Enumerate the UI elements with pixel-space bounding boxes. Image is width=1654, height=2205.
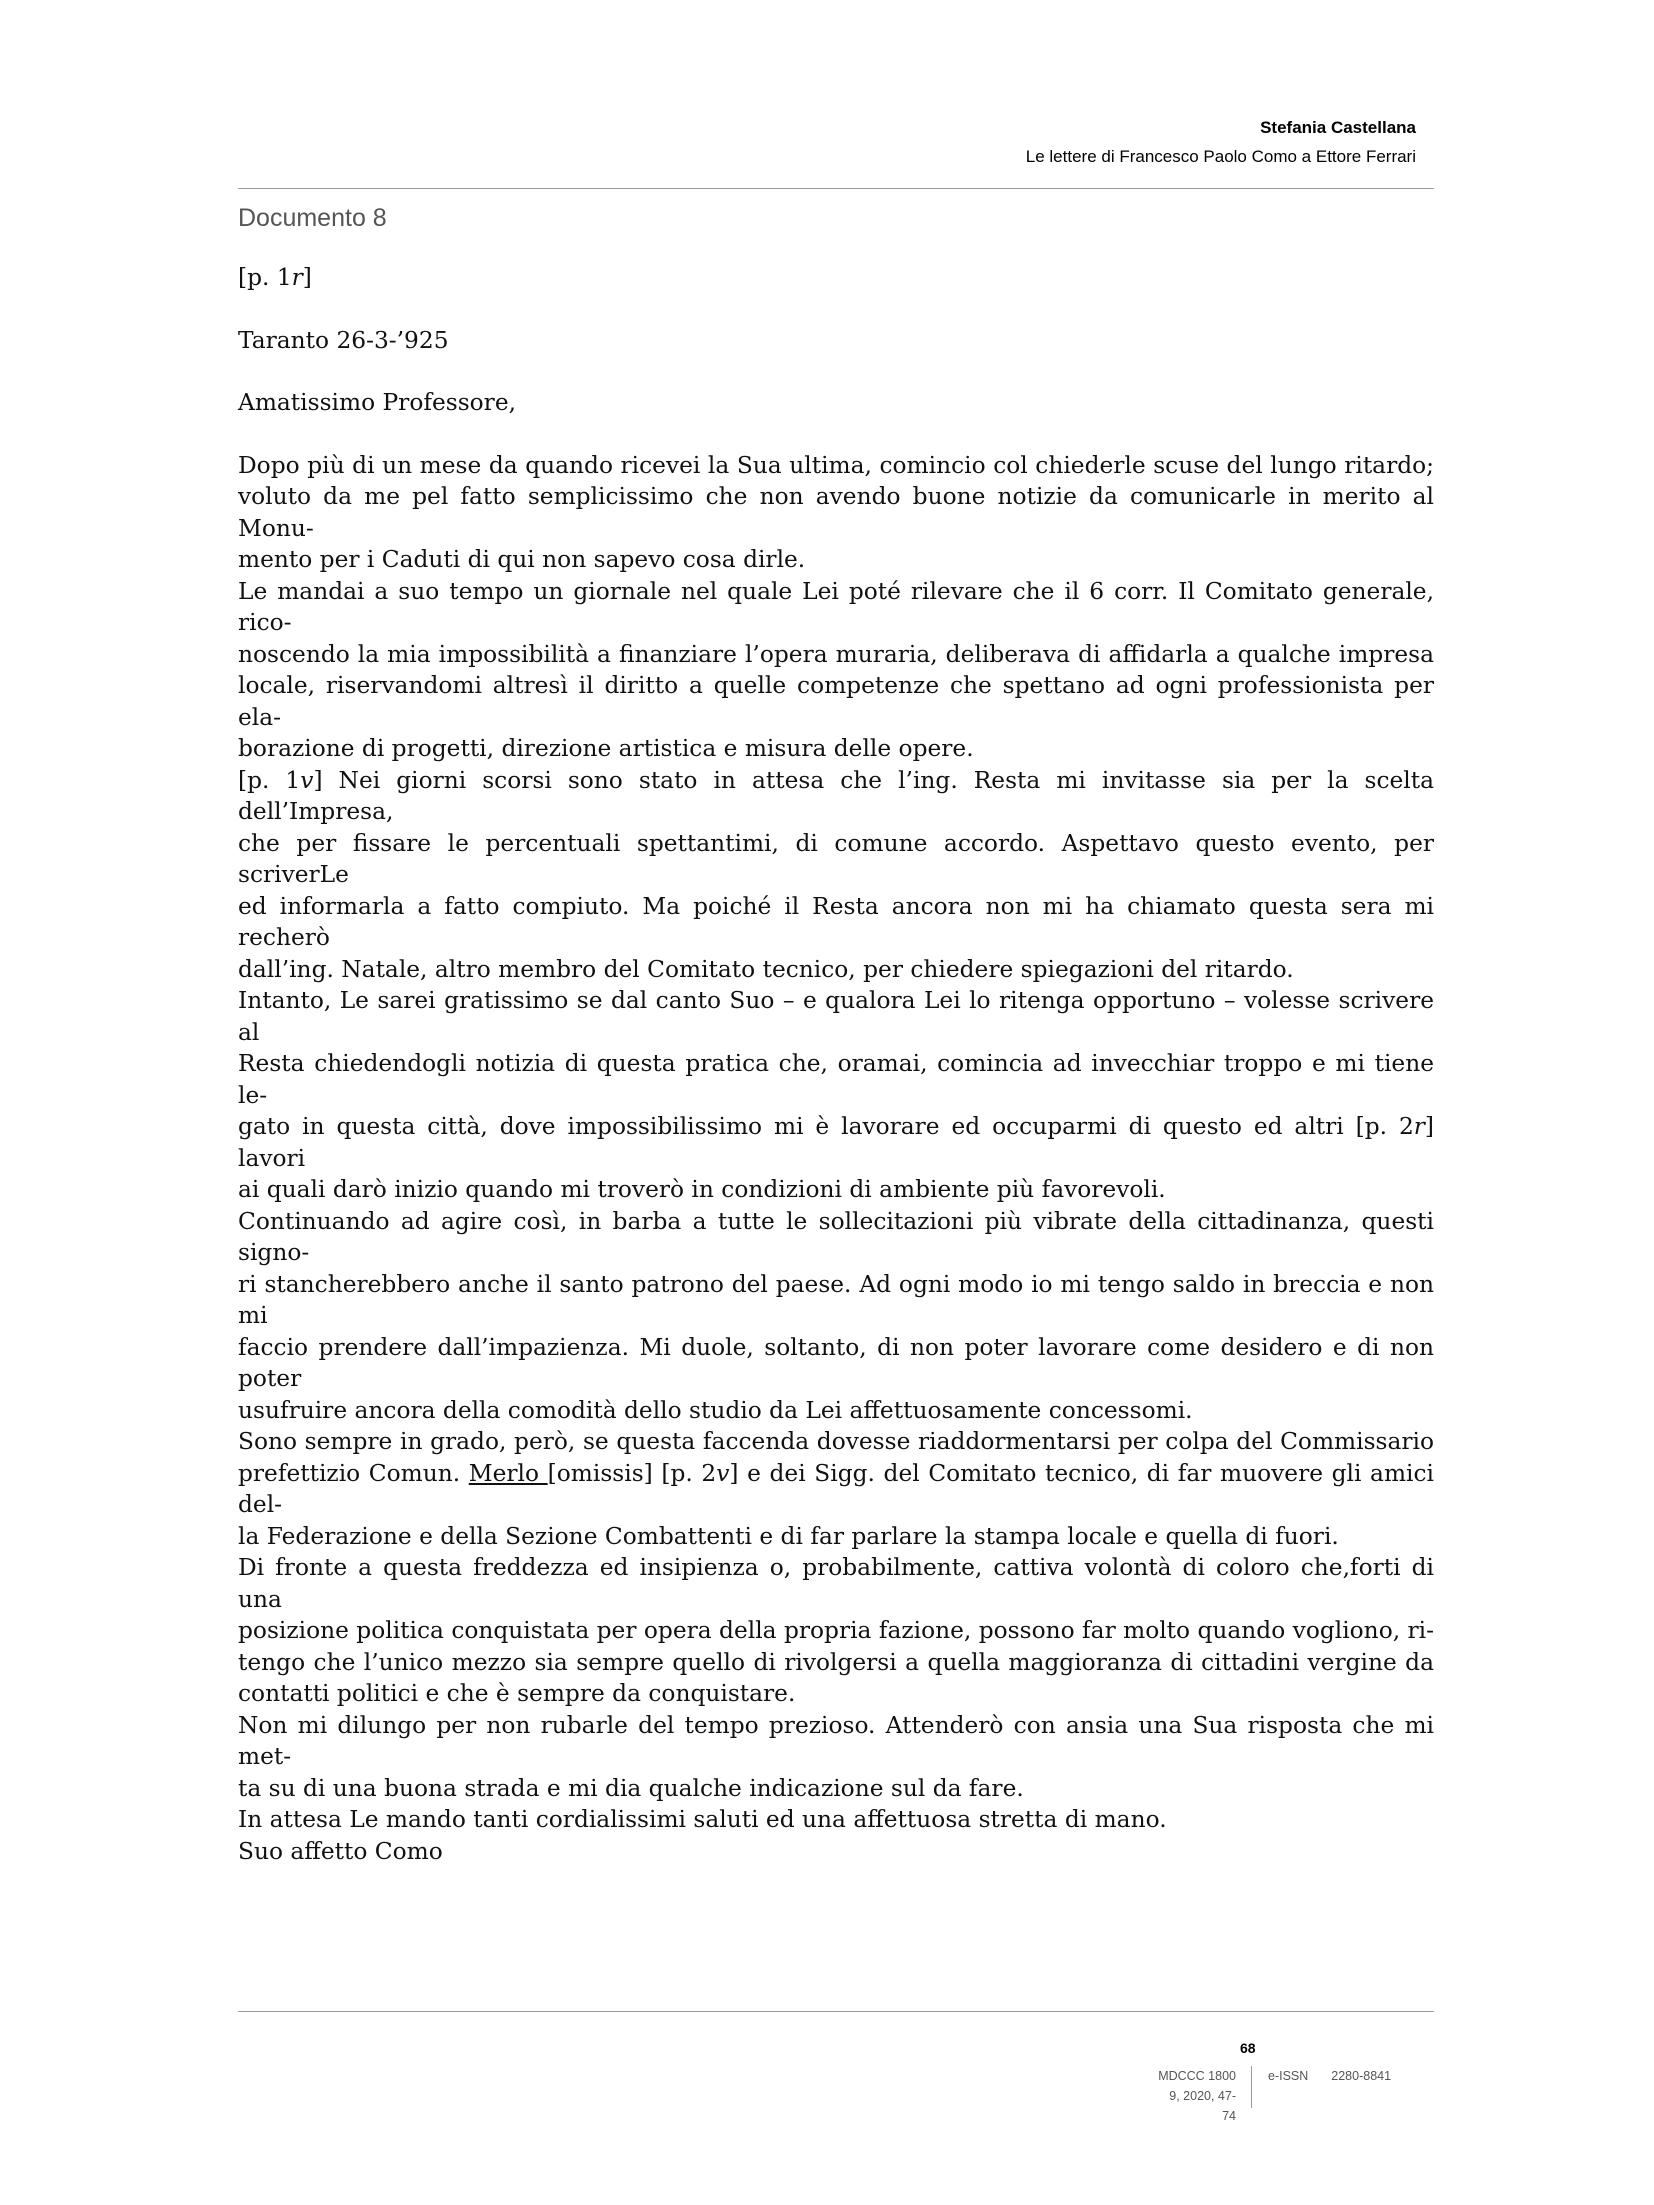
text-line: Continuando ad agire così, in barba a tutte le sollecitazioni più vibrate della cittadinanza, questi signo- [238, 1207, 1434, 1266]
text-line: la Federazione e della Sezione Combattenti e di far parlare la stampa locale e quella di fuori. [238, 1522, 1339, 1550]
text-line: borazione di progetti, direzione artistica e misura delle opere. [238, 735, 974, 762]
text-line: locale, riservandomi altresì il diritto a quelle competenze che spettano ad ogni professionista per ela- [238, 672, 1434, 731]
journal-name: MDCCC 1800 [1158, 2069, 1236, 2083]
text-line: ed informarla a fatto compiuto. Ma poiché il Resta ancora non mi ha chiamato questa sera mi recherò [238, 892, 1434, 951]
text-line: che per fissare le percentuali spettantimi, di comune accordo. Aspettavo questo evento, per scriverLe [238, 829, 1434, 888]
document-label: Documento 8 [238, 204, 387, 232]
text-line: ta su di una buona strada e mi dia qualche indicazione sul da fare. [238, 1774, 1024, 1802]
header-title: Le lettere di Francesco Paolo Como a Ettore Ferrari [1025, 147, 1416, 166]
salutation: Amatissimo Professore, [238, 389, 517, 416]
text-line-page-2v: prefettizio Comun. Merlo [omissis] [p. 2v] e dei Sigg. del Comitato tecnico, di far muovere gli amici del- [238, 1459, 1434, 1518]
footer-issn [1268, 2066, 1391, 2086]
text-line-page-2r: gato in questa città, dove impossibilissimo mi è lavorare ed occuparmi di questo ed altri [p. 2r] lavori [238, 1113, 1434, 1172]
text-line: voluto da me pel fatto semplicissimo che non avendo buone notizie da comunicarle in merito al Monu- [238, 483, 1434, 542]
text-line: Le mandai a suo tempo un giornale nel quale Lei poté rilevare che il 6 corr. Il Comitato generale, rico- [238, 577, 1434, 636]
text-line-page-1v: [p. 1v] Nei giorni scorsi sono stato in attesa che l’ing. Resta mi invitasse sia per la scelta dell’Impresa, [238, 766, 1434, 825]
header-rule [238, 188, 1434, 189]
page-number: 68 [1240, 2040, 1256, 2056]
text-line: ri stancherebbero anche il santo patrono del paese. Ad ogni modo io mi tengo saldo in breccia e non mi [238, 1270, 1434, 1329]
text-line: contatti politici e che è sempre da conquistare. [238, 1680, 796, 1707]
signature-line: Suo affetto Como [238, 1837, 443, 1865]
footer-rule [238, 2011, 1434, 2012]
footer-journal [1156, 2066, 1236, 2126]
letter-body [238, 262, 1434, 1867]
text-line: ai quali darò inizio quando mi troverò in condizioni di ambiente più favorevoli. [238, 1176, 1166, 1203]
footer-divider [1251, 2066, 1252, 2108]
underlined-name: Merlo [468, 1459, 548, 1487]
text-line: In attesa Le mando tanti cordialissimi saluti ed una affettuosa stretta di mano. [238, 1806, 1167, 1833]
text-line: Sono sempre in grado, però, se questa faccenda dovesse riaddormentarsi per colpa del Commissario [238, 1428, 1434, 1455]
issn-number: 2280-8841 [1331, 2069, 1392, 2083]
text-line: posizione politica conquistata per opera della propria fazione, possono far molto quando vogliono, ri- [238, 1617, 1434, 1644]
page-reference-1r: [p. 1r] [238, 264, 312, 291]
text-line: Dopo più di un mese da quando ricevei la Sua ultima, comincio col chiederle scuse del lungo ritardo; [238, 451, 1434, 479]
text-line: tengo che l’unico mezzo sia sempre quello di rivolgersi a quella maggioranza di cittadini vergine da [238, 1648, 1434, 1676]
issn-label: e-ISSN [1268, 2069, 1309, 2083]
header-author: Stefania Castellana [1260, 118, 1416, 137]
text-line: dall’ing. Natale, altro membro del Comitato tecnico, per chiedere spiegazioni del ritardo. [238, 955, 1294, 983]
text-line: mento per i Caduti di qui non sapevo cosa dirle. [238, 546, 806, 573]
letter-text [238, 450, 1434, 1868]
place-date: Taranto 26-3-’925 [238, 326, 449, 354]
text-line: Non mi dilungo per non rubarle del tempo prezioso. Attenderò con ansia una Sua risposta che mi met- [238, 1711, 1434, 1770]
text-line: Resta chiedendogli notizia di questa pratica che, oramai, comincia ad invecchiar troppo e mi tiene le- [238, 1050, 1434, 1109]
text-line: Intanto, Le sarei gratissimo se dal canto Suo – e qualora Lei lo ritenga opportuno – volesse scrivere al [238, 987, 1434, 1046]
text-line: faccio prendere dall’impazienza. Mi duole, soltanto, di non poter lavorare come desidero e di non poter [238, 1333, 1434, 1392]
text-line: usufruire ancora della comodità dello studio da Lei affettuosamente concessomi. [238, 1396, 1193, 1424]
journal-volume: 9, 2020, 47-74 [1169, 2089, 1236, 2123]
text-line: Di fronte a questa freddezza ed insipienza o, probabilmente, cattiva volontà di coloro che,forti di una [238, 1554, 1434, 1613]
text-line: noscendo la mia impossibilità a finanziare l’opera muraria, deliberava di affidarla a qualche impresa [238, 640, 1434, 668]
running-header [1026, 116, 1416, 170]
